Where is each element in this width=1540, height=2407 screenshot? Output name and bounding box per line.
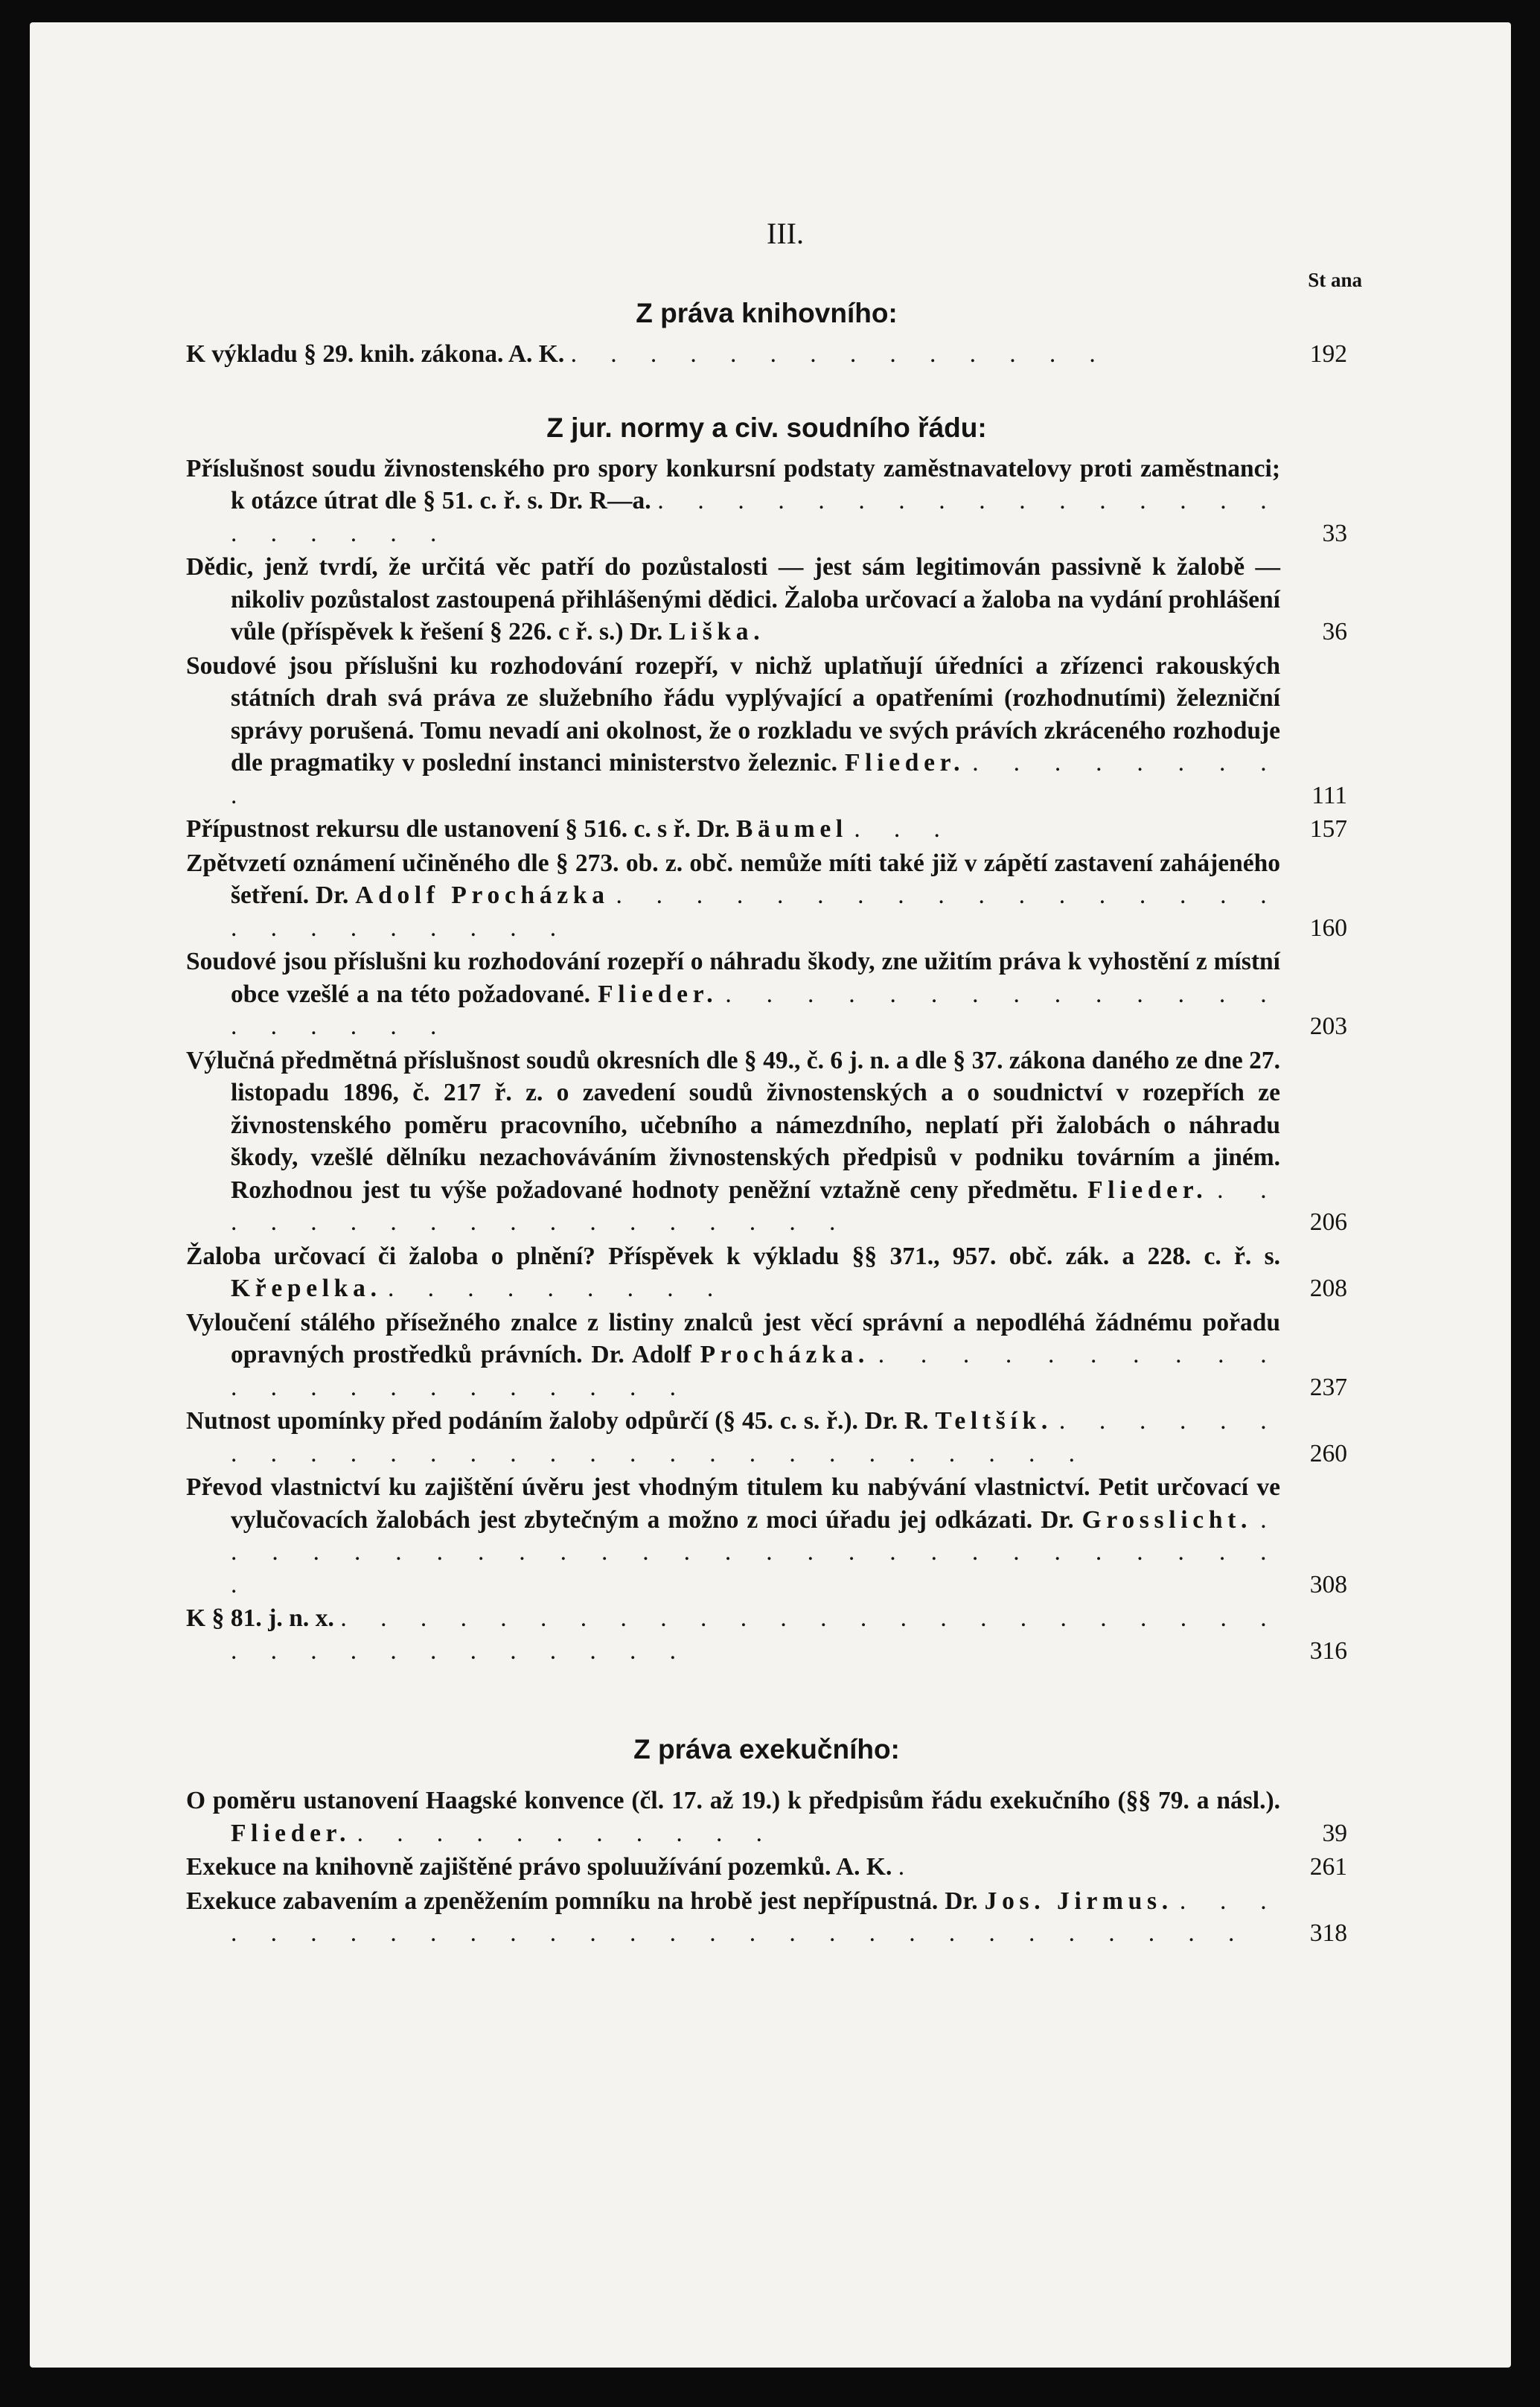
toc-entry [186, 1307, 1347, 1404]
toc-entry [186, 1405, 1347, 1470]
entry-author: Jos. Jirmus. [984, 1887, 1173, 1915]
entry-text: Převod vlastnictví ku zajištění úvěru jest vhodným titulem ku nabývání vlastnictví. Petit určovací ve vylučovacích žalobách jest zbytečným a možno z moci úřadu jej odkázati. Dr. Grosslicht. . . . . . . . . . . . . . . . . . . . . . . . . . . . . [186, 1473, 1280, 1598]
leader-dots: . . . . . . . . . . . . . . [570, 340, 1110, 368]
entry-text: Výlučná předmětná příslušnost soudů okresních dle § 49., č. 6 j. n. a dle § 37. zákona daného ze dne 27. listopadu 1896, č. 217 ř. z. o zavedení soudů živnostenských a o soudnictví v rozepřích ze živnostenského poměru pracovního, učebního a námezdního, neplatí při žalobách o náhradu škody, vzešlé dělníku nezachováváním živnostenských předpisů v podniku továrním a jiném. Rozhodnou jest tu výše požadované hodnoty peněžní vztažně ceny předmětu. Flieder. . . . . . . . . . . . . . . . . . . [186, 1046, 1281, 1236]
toc-entry [186, 551, 1347, 648]
leader-dots: . . . . . . . . . . . [357, 1819, 776, 1847]
entry-text: K § 81. j. n. x. . . . . . . . . . . . . . . . . . . . . . . . . . . . . . . . . . . . . [186, 1604, 1280, 1665]
entry-author: Flieder. [231, 1819, 351, 1847]
toc-entry [186, 650, 1347, 812]
leader-dots: . . . . . . . . . . . . . . . . . . [231, 1176, 1281, 1236]
leader-dots: . . . . . . . . . [231, 749, 1281, 809]
entry-text: Zpětvzetí oznámení učiněného dle § 273. ob. z. obč. nemůže míti také již v zápětí zastavení zahájeného šetření. Dr. Adolf Procházka . . . . . . . . . . . . . . . . . . . . . . . . . . [186, 849, 1281, 942]
entry-author: Liška. [668, 618, 765, 645]
leader-dots: . . . . . . . . . . . . . . . . . . . . . . [231, 487, 1280, 547]
entry-page-number: 157 [1309, 815, 1347, 843]
entry-author: Bäumel [735, 815, 848, 843]
entry-page-number: 260 [1309, 1439, 1347, 1467]
entry-page-number: 206 [1309, 1208, 1347, 1236]
entry-page-number: 111 [1311, 781, 1347, 809]
entry-text: O poměru ustanovení Haagské konvence (čl. 17. až 19.) k předpisům řádu exekučního (§§ 79. a násl.). Flieder. . . . . . . . . . . . [186, 1787, 1280, 1847]
entry-author: Flieder. [845, 749, 965, 777]
leader-dots: . . . . . . . . . . . . . . . . . . . . [231, 980, 1281, 1040]
leader-dots: . . . . . . . . . . . . . . . . . . . . . . . . . . . . [231, 1407, 1281, 1467]
entry-author: Flieder. [598, 980, 718, 1008]
entry-author: Teltšík. [935, 1407, 1052, 1435]
toc-entry [186, 1602, 1347, 1667]
toc-entry [186, 847, 1347, 945]
entry-author: Procházka. [700, 1341, 869, 1368]
toc-entry [186, 1851, 1347, 1884]
toc-entry [186, 1885, 1347, 1950]
entry-page-number: 316 [1309, 1636, 1347, 1665]
entry-page-number: 208 [1309, 1275, 1347, 1302]
entry-author: Křepelka. [231, 1275, 382, 1302]
leader-dots: . . . . . . . . . . . . . . . . . . . . . . [231, 1341, 1281, 1401]
entry-page-number: 192 [1309, 340, 1347, 368]
entry-page-number: 261 [1309, 1853, 1347, 1881]
leader-dots: . . . . . . . . . . . . . . . . . . . . . . . . . . [231, 881, 1281, 942]
entry-page-number: 39 [1322, 1819, 1347, 1847]
document-page [30, 22, 1511, 2368]
page-roman-numeral: III. [767, 217, 804, 250]
table-of-contents [186, 216, 1362, 1951]
entry-text: Vyloučení stálého přísežného znalce z listiny znalců jest věcí správní a nepodléhá žádnému pořadu opravných prostředků právních. Dr. Adolf Procházka. . . . . . . . . . . . . . . . . . . . . . . [186, 1308, 1281, 1401]
entry-page-number: 308 [1309, 1570, 1347, 1598]
toc-entry [186, 453, 1347, 550]
entry-text: Přípustnost rekursu dle ustanovení § 516. c. s ř. Dr. Bäumel . . . [186, 815, 954, 843]
toc-entry [186, 813, 1347, 846]
leader-dots: . . . . . . . . . . . . . . . . . . . . . . . . . . . . . [231, 1887, 1281, 1947]
leader-dots: . [898, 1853, 918, 1881]
entry-text: K výkladu § 29. knih. zákona. A. K. . . . . . . . . . . . . . . [186, 340, 1110, 368]
section-title: Z jur. normy a civ. soudního řádu: [546, 412, 987, 443]
entry-text: Exekuce zabavením a zpeněžením pomníku na hrobě jest nepřípustná. Dr. Jos. Jirmus. . . . . . . . . . . . . . . . . . . . . . . . . . . . . . [186, 1887, 1281, 1947]
entry-page-number: 203 [1309, 1013, 1347, 1040]
entry-text: Exekuce na knihovně zajištěné právo spoluužívání pozemků. A. K. . [186, 1853, 918, 1881]
section-title: Z práva exekučního: [633, 1734, 900, 1764]
toc-entry [186, 1785, 1347, 1849]
entry-page-number: 160 [1309, 914, 1347, 942]
toc-entry [186, 1471, 1347, 1601]
entry-text: Příslušnost soudu živnostenského pro spory konkursní podstaty zaměstnavatelovy proti zaměstnanci; k otázce útrat dle § 51. c. ř. s. Dr. R—a. . . . . . . . . . . . . . . . . . . . . . . [186, 454, 1280, 547]
entry-text: Žaloba určovací či žaloba o plnění? Příspěvek k výkladu §§ 371., 957. obč. zák. a 228. c. ř. s. Křepelka. . . . . . . . . . [186, 1242, 1280, 1302]
entry-page-number: 36 [1322, 618, 1347, 645]
toc-entry [186, 1240, 1347, 1305]
entry-text: Soudové jsou příslušni ku rozhodování rozepří o náhradu škody, zne užitím práva k vyhostění z místní obce vzešlé a na této požadované. Flieder. . . . . . . . . . . . . . . . . . . . . [186, 948, 1281, 1040]
entry-author: Grosslicht. [1081, 1505, 1253, 1534]
entry-text: Soudové jsou příslušni ku rozhodování rozepří, v nichž uplatňují úředníci a zřízenci rakouských státních drah svá práva ze služebního řádu vyplývající a opatřeními (rozhodnutími) železniční správy porušená. Tomu nevadí ani okolnost, že o rozkladu ve svých právích zkráceného rozhoduje dle pragmatiky v poslední instanci ministerstvo železnic. Flieder. . . . . . . . . . [186, 651, 1281, 809]
entry-text: Nutnost upomínky před podáním žaloby odpůrčí (§ 45. c. s. ř.). Dr. R. Teltšík. . . . . . . . . . . . . . . . . . . . . . . . . . . . . [186, 1407, 1281, 1467]
leader-dots: . . . . . . . . . [388, 1275, 727, 1302]
leader-dots: . . . . . . . . . . . . . . . . . . . . . . . . . . . . . . . . . . . . [231, 1604, 1280, 1665]
entry-page-number: 33 [1322, 519, 1347, 547]
toc-entry [186, 946, 1347, 1043]
entry-author: Adolf Procházka [355, 881, 610, 909]
entry-page-number: 237 [1309, 1373, 1347, 1401]
entry-page-number: 318 [1309, 1919, 1347, 1947]
leader-dots: . . . [854, 815, 954, 843]
leader-dots: . . . . . . . . . . . . . . . . . . . . . . . . . . . . [231, 1505, 1280, 1598]
entry-text: Dědic, jenž tvrdí, že určitá věc patří do pozůstalosti — jest sám legitimován passivně k žalobě — nikoliv pozůstalost zastoupená přihlášenými dědici. Žaloba určovací a žaloba na vydání prohlášení vůle (příspěvek k řešení § 226. c ř. s.) Dr. Liška. [186, 553, 1280, 645]
toc-entry [186, 338, 1347, 371]
section-title: Z práva knihovního: [636, 298, 898, 328]
entry-author: Flieder. [1087, 1176, 1208, 1204]
page-column-label: St ana [1308, 269, 1362, 291]
toc-entry [186, 1045, 1347, 1239]
